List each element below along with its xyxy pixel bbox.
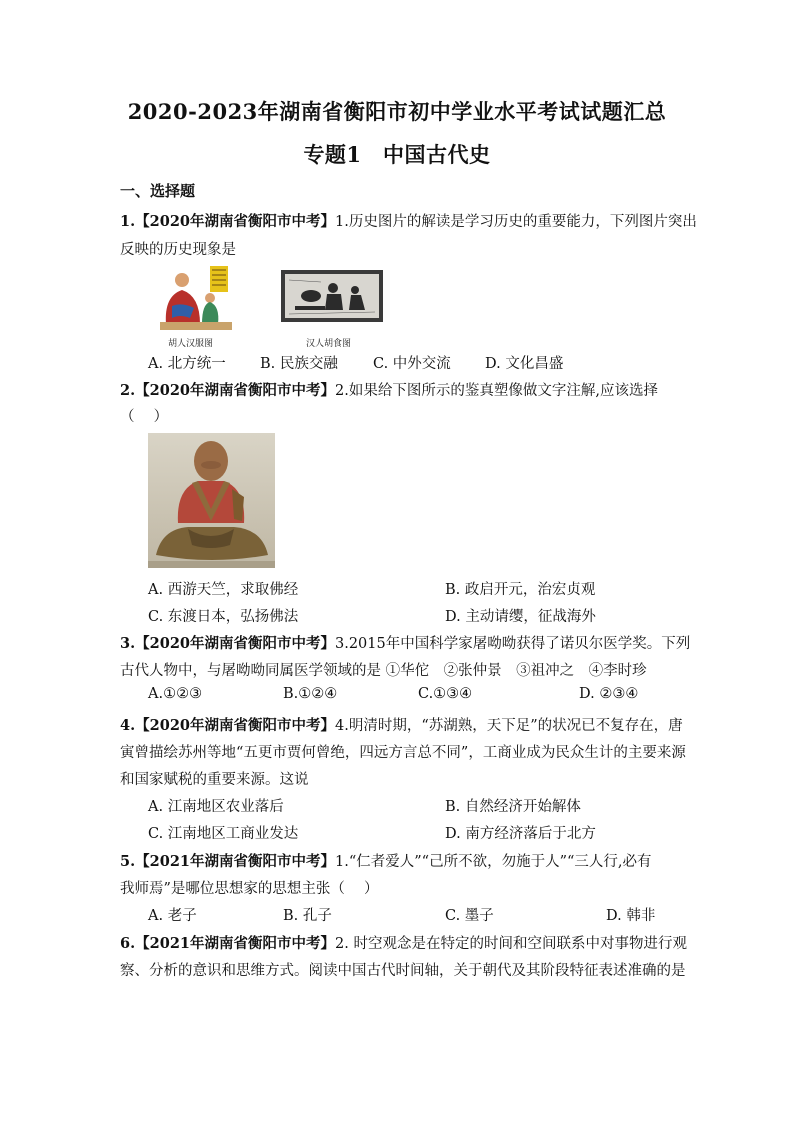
option-b: B. 孔子 — [283, 908, 332, 924]
document-subtitle: 专题1 中国古代史 — [303, 142, 491, 167]
option-c: C. 江南地区工商业发达 — [148, 826, 299, 842]
question-6-line-2: 察、分析的意识和思维方式。阅读中国古代时间轴，关于朝代及其阶段特征表述准确的是 — [120, 963, 686, 979]
han-people-hu-food-image — [281, 270, 383, 322]
option-a: A.①②③ — [148, 686, 203, 702]
section-heading: 一、选择题 — [120, 182, 196, 200]
question-4-line-3: 和国家赋税的重要来源。这说 — [120, 772, 309, 788]
question-number: 6. — [120, 935, 136, 952]
option-c: C. 中外交流 — [373, 356, 451, 372]
question-2-line-2: （ ） — [120, 409, 169, 425]
question-number: 3. — [120, 635, 136, 652]
question-6-line-1 — [120, 932, 687, 953]
option-d: D. ②③④ — [579, 686, 639, 702]
option-d: D. 主动请缨，征战海外 — [445, 609, 596, 625]
question-source: 【2021年湖南省衡阳市中考】 — [135, 853, 335, 870]
option-a: A. 西游天竺，求取佛经 — [148, 582, 299, 598]
jianzhen-statue-image — [148, 433, 275, 568]
option-a: A. 江南地区农业落后 — [148, 799, 284, 815]
option-c: C.①③④ — [418, 686, 473, 702]
option-d: D. 南方经济落后于北方 — [445, 826, 596, 842]
question-1-line-2: 反映的历史现象是 — [120, 242, 236, 258]
question-source: 【2021年湖南省衡阳市中考】 — [135, 935, 335, 952]
question-text: 1.历史图片的解读是学习历史的重要能力，下列图片突出 — [335, 214, 697, 230]
question-number: 2. — [120, 382, 136, 399]
question-2-line-1 — [120, 379, 658, 400]
question-5-line-2: 我师焉”是哪位思想家的思想主张（ ） — [120, 881, 379, 897]
question-4-line-1 — [120, 714, 683, 735]
question-text: 1.“仁者爱人”“己所不欲，勿施于人”“三人行,必有 — [335, 854, 652, 870]
image-caption-1: 胡人汉服图 — [168, 339, 214, 349]
question-source: 【2020年湖南省衡阳市中考】 — [135, 635, 335, 652]
option-c: C. 东渡日本，弘扬佛法 — [148, 609, 299, 625]
question-text: 2.如果给下图所示的鉴真塑像做文字注解,应该选择 — [335, 383, 658, 399]
question-1-line-1 — [120, 210, 697, 231]
question-text: 4.明清时期，“苏湖熟，天下足”的状况已不复存在，唐 — [335, 718, 683, 734]
option-a: A. 北方统一 — [148, 356, 226, 372]
question-4-line-2: 寅曾描绘苏州等地“五更市贾何曾绝，四远方言总不同”，工商业成为民众生计的主要来源 — [120, 745, 686, 761]
option-d: D. 文化昌盛 — [485, 356, 564, 372]
question-3-line-1 — [120, 632, 690, 653]
hu-people-han-clothing-image — [160, 262, 232, 330]
question-5-line-1 — [120, 850, 652, 871]
option-b: B. 政启开元，治宏贞观 — [445, 582, 596, 598]
question-source: 【2020年湖南省衡阳市中考】 — [135, 382, 335, 399]
question-text: 2. 时空观念是在特定的时间和空间联系中对事物进行观 — [335, 936, 687, 952]
question-text: 3.2015年中国科学家屠呦呦获得了诺贝尔医学奖。下列 — [335, 636, 691, 652]
question-source: 【2020年湖南省衡阳市中考】 — [135, 717, 335, 734]
option-a: A. 老子 — [148, 908, 197, 924]
question-number: 1. — [120, 213, 136, 230]
option-d: D. 韩非 — [606, 908, 656, 924]
question-number: 4. — [120, 717, 136, 734]
option-b: B. 民族交融 — [260, 356, 338, 372]
question-number: 5. — [120, 853, 136, 870]
image-caption-2: 汉人胡食图 — [306, 339, 352, 349]
question-3-line-2: 古代人物中，与屠呦呦同属医学领域的是 ①华佗 ②张仲景 ③祖冲之 ④李时珍 — [120, 663, 647, 679]
option-c: C. 墨子 — [445, 908, 494, 924]
document-title: 2020-2023年湖南省衡阳市初中学业水平考试试题汇总 — [127, 99, 667, 124]
option-b: B.①②④ — [283, 686, 338, 702]
question-source: 【2020年湖南省衡阳市中考】 — [135, 213, 335, 230]
option-b: B. 自然经济开始解体 — [445, 799, 581, 815]
